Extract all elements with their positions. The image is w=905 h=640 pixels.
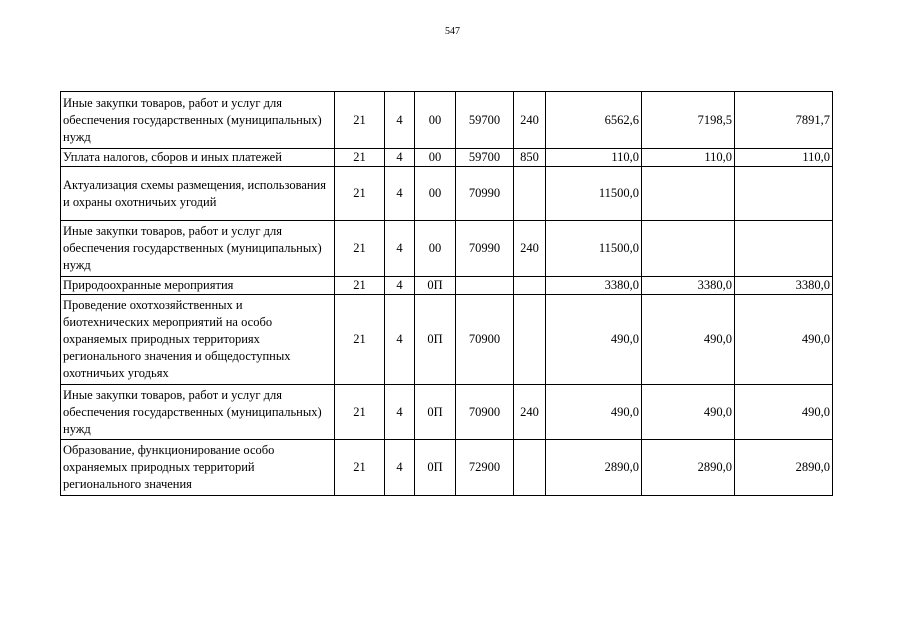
code-cell: 21 bbox=[335, 92, 385, 149]
code-cell: 70990 bbox=[456, 221, 514, 277]
value-cell: 110,0 bbox=[735, 149, 833, 167]
value-cell: 6562,6 bbox=[546, 92, 642, 149]
table-row bbox=[61, 149, 833, 167]
code-cell: 0П bbox=[415, 295, 456, 385]
code-cell: 240 bbox=[514, 385, 546, 440]
code-cell: 70900 bbox=[456, 295, 514, 385]
value-cell bbox=[735, 221, 833, 277]
value-cell: 490,0 bbox=[735, 385, 833, 440]
code-cell bbox=[514, 167, 546, 221]
page-number: 547 bbox=[445, 26, 460, 37]
code-cell: 4 bbox=[385, 149, 415, 167]
value-cell: 490,0 bbox=[546, 295, 642, 385]
row-name-cell: Иные закупки товаров, работ и услуг для обеспечения государственных (муниципальных) нужд bbox=[61, 221, 335, 277]
value-cell: 3380,0 bbox=[642, 277, 735, 295]
value-cell: 110,0 bbox=[546, 149, 642, 167]
code-cell: 00 bbox=[415, 92, 456, 149]
value-cell: 3380,0 bbox=[735, 277, 833, 295]
value-cell: 11500,0 bbox=[546, 221, 642, 277]
code-cell bbox=[514, 440, 546, 496]
code-cell: 4 bbox=[385, 295, 415, 385]
value-cell bbox=[642, 167, 735, 221]
code-cell bbox=[514, 295, 546, 385]
table-row bbox=[61, 277, 833, 295]
code-cell: 21 bbox=[335, 385, 385, 440]
row-name-cell: Иные закупки товаров, работ и услуг для обеспечения государственных (муниципальных) нужд bbox=[61, 92, 335, 149]
code-cell: 21 bbox=[335, 277, 385, 295]
code-cell bbox=[514, 277, 546, 295]
code-cell: 21 bbox=[335, 149, 385, 167]
table-row bbox=[61, 221, 833, 277]
code-cell: 21 bbox=[335, 440, 385, 496]
code-cell: 0П bbox=[415, 385, 456, 440]
table-row bbox=[61, 440, 833, 496]
value-cell: 2890,0 bbox=[735, 440, 833, 496]
code-cell: 4 bbox=[385, 92, 415, 149]
code-cell: 72900 bbox=[456, 440, 514, 496]
code-cell: 00 bbox=[415, 149, 456, 167]
value-cell: 7198,5 bbox=[642, 92, 735, 149]
code-cell: 240 bbox=[514, 221, 546, 277]
code-cell: 59700 bbox=[456, 92, 514, 149]
value-cell: 11500,0 bbox=[546, 167, 642, 221]
value-cell: 2890,0 bbox=[546, 440, 642, 496]
code-cell: 59700 bbox=[456, 149, 514, 167]
value-cell: 490,0 bbox=[735, 295, 833, 385]
value-cell: 490,0 bbox=[642, 295, 735, 385]
code-cell: 70900 bbox=[456, 385, 514, 440]
code-cell: 4 bbox=[385, 277, 415, 295]
table-row bbox=[61, 92, 833, 149]
value-cell: 490,0 bbox=[642, 385, 735, 440]
code-cell: 850 bbox=[514, 149, 546, 167]
table-row bbox=[61, 167, 833, 221]
row-name-cell: Образование, функционирование особо охраняемых природных территорий регионального значения bbox=[61, 440, 335, 496]
code-cell: 0П bbox=[415, 277, 456, 295]
code-cell: 00 bbox=[415, 221, 456, 277]
value-cell bbox=[642, 221, 735, 277]
value-cell: 490,0 bbox=[546, 385, 642, 440]
row-name-cell: Иные закупки товаров, работ и услуг для обеспечения государственных (муниципальных) нужд bbox=[61, 385, 335, 440]
code-cell bbox=[456, 277, 514, 295]
row-name-cell: Актуализация схемы размещения, использования и охраны охотничьих угодий bbox=[61, 167, 335, 221]
code-cell: 21 bbox=[335, 167, 385, 221]
value-cell: 3380,0 bbox=[546, 277, 642, 295]
code-cell: 4 bbox=[385, 440, 415, 496]
value-cell: 110,0 bbox=[642, 149, 735, 167]
code-cell: 4 bbox=[385, 167, 415, 221]
row-name-cell: Проведение охотхозяйственных и биотехнических мероприятий на особо охраняемых природных территориях регионального значения и общедоступных охотничьих угодьях bbox=[61, 295, 335, 385]
code-cell: 240 bbox=[514, 92, 546, 149]
code-cell: 21 bbox=[335, 221, 385, 277]
table-row bbox=[61, 385, 833, 440]
row-name-cell: Природоохранные мероприятия bbox=[61, 277, 335, 295]
code-cell: 0П bbox=[415, 440, 456, 496]
row-name-cell: Уплата налогов, сборов и иных платежей bbox=[61, 149, 335, 167]
code-cell: 70990 bbox=[456, 167, 514, 221]
value-cell: 7891,7 bbox=[735, 92, 833, 149]
value-cell: 2890,0 bbox=[642, 440, 735, 496]
code-cell: 21 bbox=[335, 295, 385, 385]
budget-table bbox=[60, 91, 833, 496]
code-cell: 4 bbox=[385, 221, 415, 277]
code-cell: 4 bbox=[385, 385, 415, 440]
code-cell: 00 bbox=[415, 167, 456, 221]
value-cell bbox=[735, 167, 833, 221]
table-row bbox=[61, 295, 833, 385]
